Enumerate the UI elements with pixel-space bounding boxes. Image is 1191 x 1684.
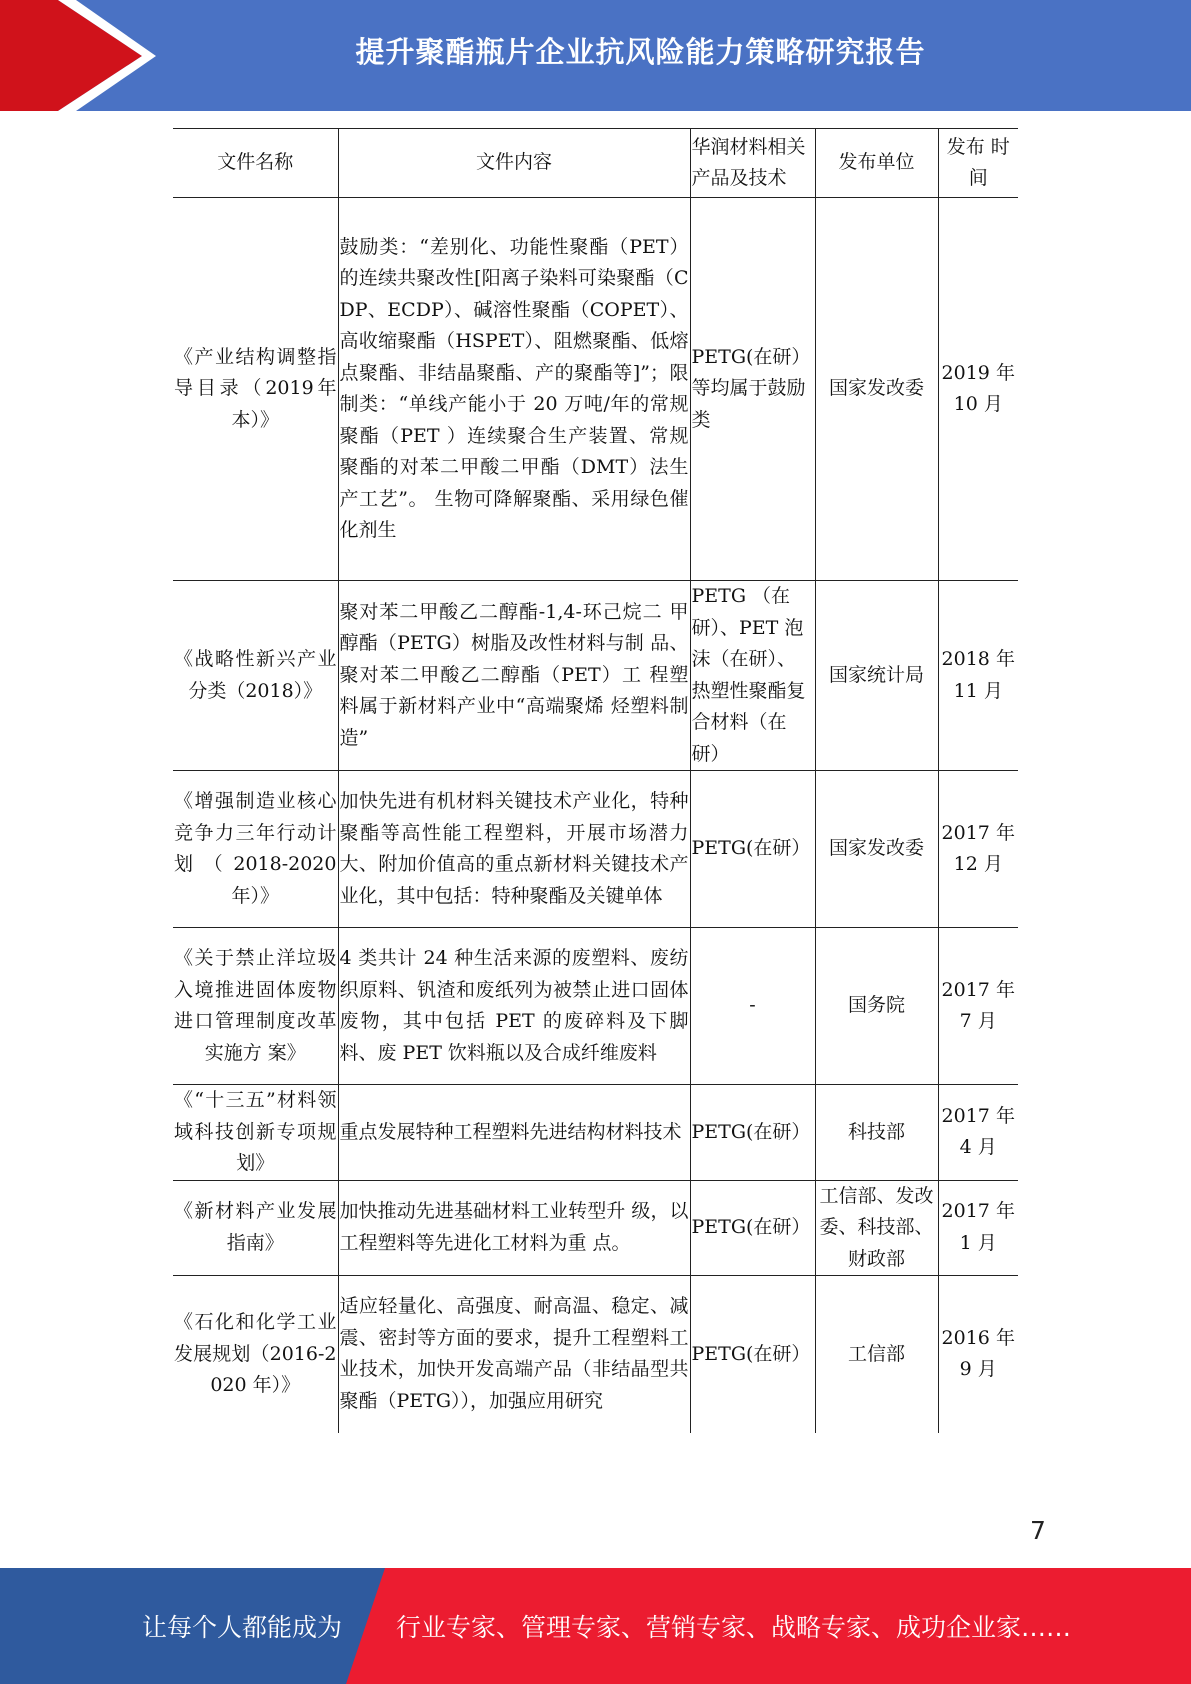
table-row	[173, 928, 1018, 1085]
unit-cell: 国家统计局	[815, 581, 938, 771]
product-cell: PETG （在研）、PET 泡沫（在研）、热塑性聚酯复合材料（在研）	[690, 581, 815, 771]
table-row	[173, 198, 1018, 581]
table-header-row	[173, 129, 1018, 198]
header-chevron-icon	[0, 0, 160, 111]
file-name-cell: 《战略性新兴产业分类（2018）》	[173, 581, 338, 771]
page-footer	[0, 1568, 1191, 1684]
product-cell: PETG(在研）等均属于鼓励类	[690, 198, 815, 581]
file-name-cell: 《“十三五”材料领域科技创新专项规划》	[173, 1085, 338, 1181]
product-cell: -	[690, 928, 815, 1085]
header-file-name: 文件名称	[173, 129, 338, 198]
file-content-cell: 重点发展特种工程塑料先进结构材料技术	[338, 1085, 690, 1181]
file-content-cell: 适应轻量化、高强度、耐高温、稳定、减震、密封等方面的要求，提升工程塑料工业技术，加快开发高端产品（非结晶型共聚酯（PETG）），加强应用研究	[338, 1276, 690, 1433]
table-row	[173, 771, 1018, 928]
file-content-cell: 4 类共计 24 种生活来源的废塑料、废纺织原料、钒渣和废纸列为被禁止进口固体废物，其中包括 PET 的废碎料及下脚料、废 PET 饮料瓶以及合成纤维废料	[338, 928, 690, 1085]
time-cell: 2018 年 11 月	[938, 581, 1018, 771]
report-title: 提升聚酯瓶片企业抗风险能力策略研究报告	[355, 34, 926, 69]
footer-slogan-left: 让每个人都能成为	[142, 1613, 343, 1642]
file-content-cell: 鼓励类：“差别化、功能性聚酯（PET） 的连续共聚改性[阳离子染料可染聚酯（CDP、ECDP）、碱溶性聚酯（COPET）、高收缩聚酯（HSPET）、阻燃聚酯、低熔点聚酯、非结晶聚酯、产的聚酯等]”；限制类：“单线产能小于 20 万吨/年的常规聚酯（PET ）连续聚合生产装置、常规聚酯的对苯二甲酸二甲酯（DMT）法生产工艺”。 生物可降解聚酯、采用绿色催化剂生	[338, 198, 690, 581]
time-cell: 2017 年 12 月	[938, 771, 1018, 928]
policy-table	[173, 128, 1018, 1433]
header-file-content: 文件内容	[338, 129, 690, 198]
file-name-cell: 《关于禁止洋垃圾入境推进固体废物进口管理制度改革实施方 案》	[173, 928, 338, 1085]
file-name-cell: 《产业结构调整指导目录（2019年本）》	[173, 198, 338, 581]
unit-cell: 科技部	[815, 1085, 938, 1181]
time-cell: 2016 年 9 月	[941, 1326, 1015, 1381]
file-content-cell: 加快推动先进基础材料工业转型升 级，以工程塑料等先进化工材料为重 点。	[338, 1180, 690, 1276]
time-cell: 2017 年 7 月	[938, 928, 1018, 1085]
file-name-cell: 《增强制造业核心竞争力三年行动计划（2018-2020 年）》	[173, 771, 338, 928]
product-cell: PETG(在研）	[690, 1180, 815, 1276]
unit-cell: 工信部、发改委、科技部、财政部	[815, 1180, 938, 1276]
table-row	[173, 1276, 1018, 1433]
unit-cell: 工信部	[815, 1276, 938, 1433]
unit-cell: 国家发改委	[815, 771, 938, 928]
page-number: 7	[1030, 1516, 1046, 1545]
file-content-cell: 加快先进有机材料关键技术产业化，特种聚酯等高性能工程塑料，开展市场潜力大、附加价值高的重点新材料关键技术产业化，其中包括：特种聚酯及关键单体	[338, 771, 690, 928]
time-cell: 2017 年 4 月	[938, 1085, 1018, 1181]
table-row	[173, 1180, 1018, 1276]
file-name-cell: 《新材料产业发展指南》	[173, 1180, 338, 1276]
file-content-cell: 聚对苯二甲酸乙二醇酯-1,4-环己烷二 甲醇酯（PETG）树脂及改性材料与制 品、聚对苯二甲酸乙二醇酯（PET）工 程塑料属于新材料产业中“高端聚烯 烃塑料制造”	[338, 581, 690, 771]
time-cell: 2019 年 10 月	[938, 198, 1018, 581]
table-row	[173, 1085, 1018, 1181]
product-cell: PETG(在研）	[690, 1085, 815, 1181]
time-cell: 2017 年 1 月	[938, 1180, 1018, 1276]
header-unit: 发布单位	[815, 129, 938, 198]
product-cell: PETG(在研）	[690, 771, 815, 928]
product-cell: PETG(在研）	[690, 1276, 815, 1433]
file-name-cell: 《石化和化学工业发展规划（2016-2020 年）》	[173, 1276, 338, 1433]
unit-cell: 国务院	[815, 928, 938, 1085]
unit-cell: 国家发改委	[815, 198, 938, 581]
footer-slogan-right: 行业专家、管理专家、营销专家、战略专家、成功企业家……	[396, 1613, 1072, 1642]
header-time: 发布 时间	[938, 129, 1018, 198]
page-header	[0, 0, 1191, 111]
header-product: 华润材料相关产品及技术	[690, 129, 815, 198]
table-row	[173, 581, 1018, 771]
